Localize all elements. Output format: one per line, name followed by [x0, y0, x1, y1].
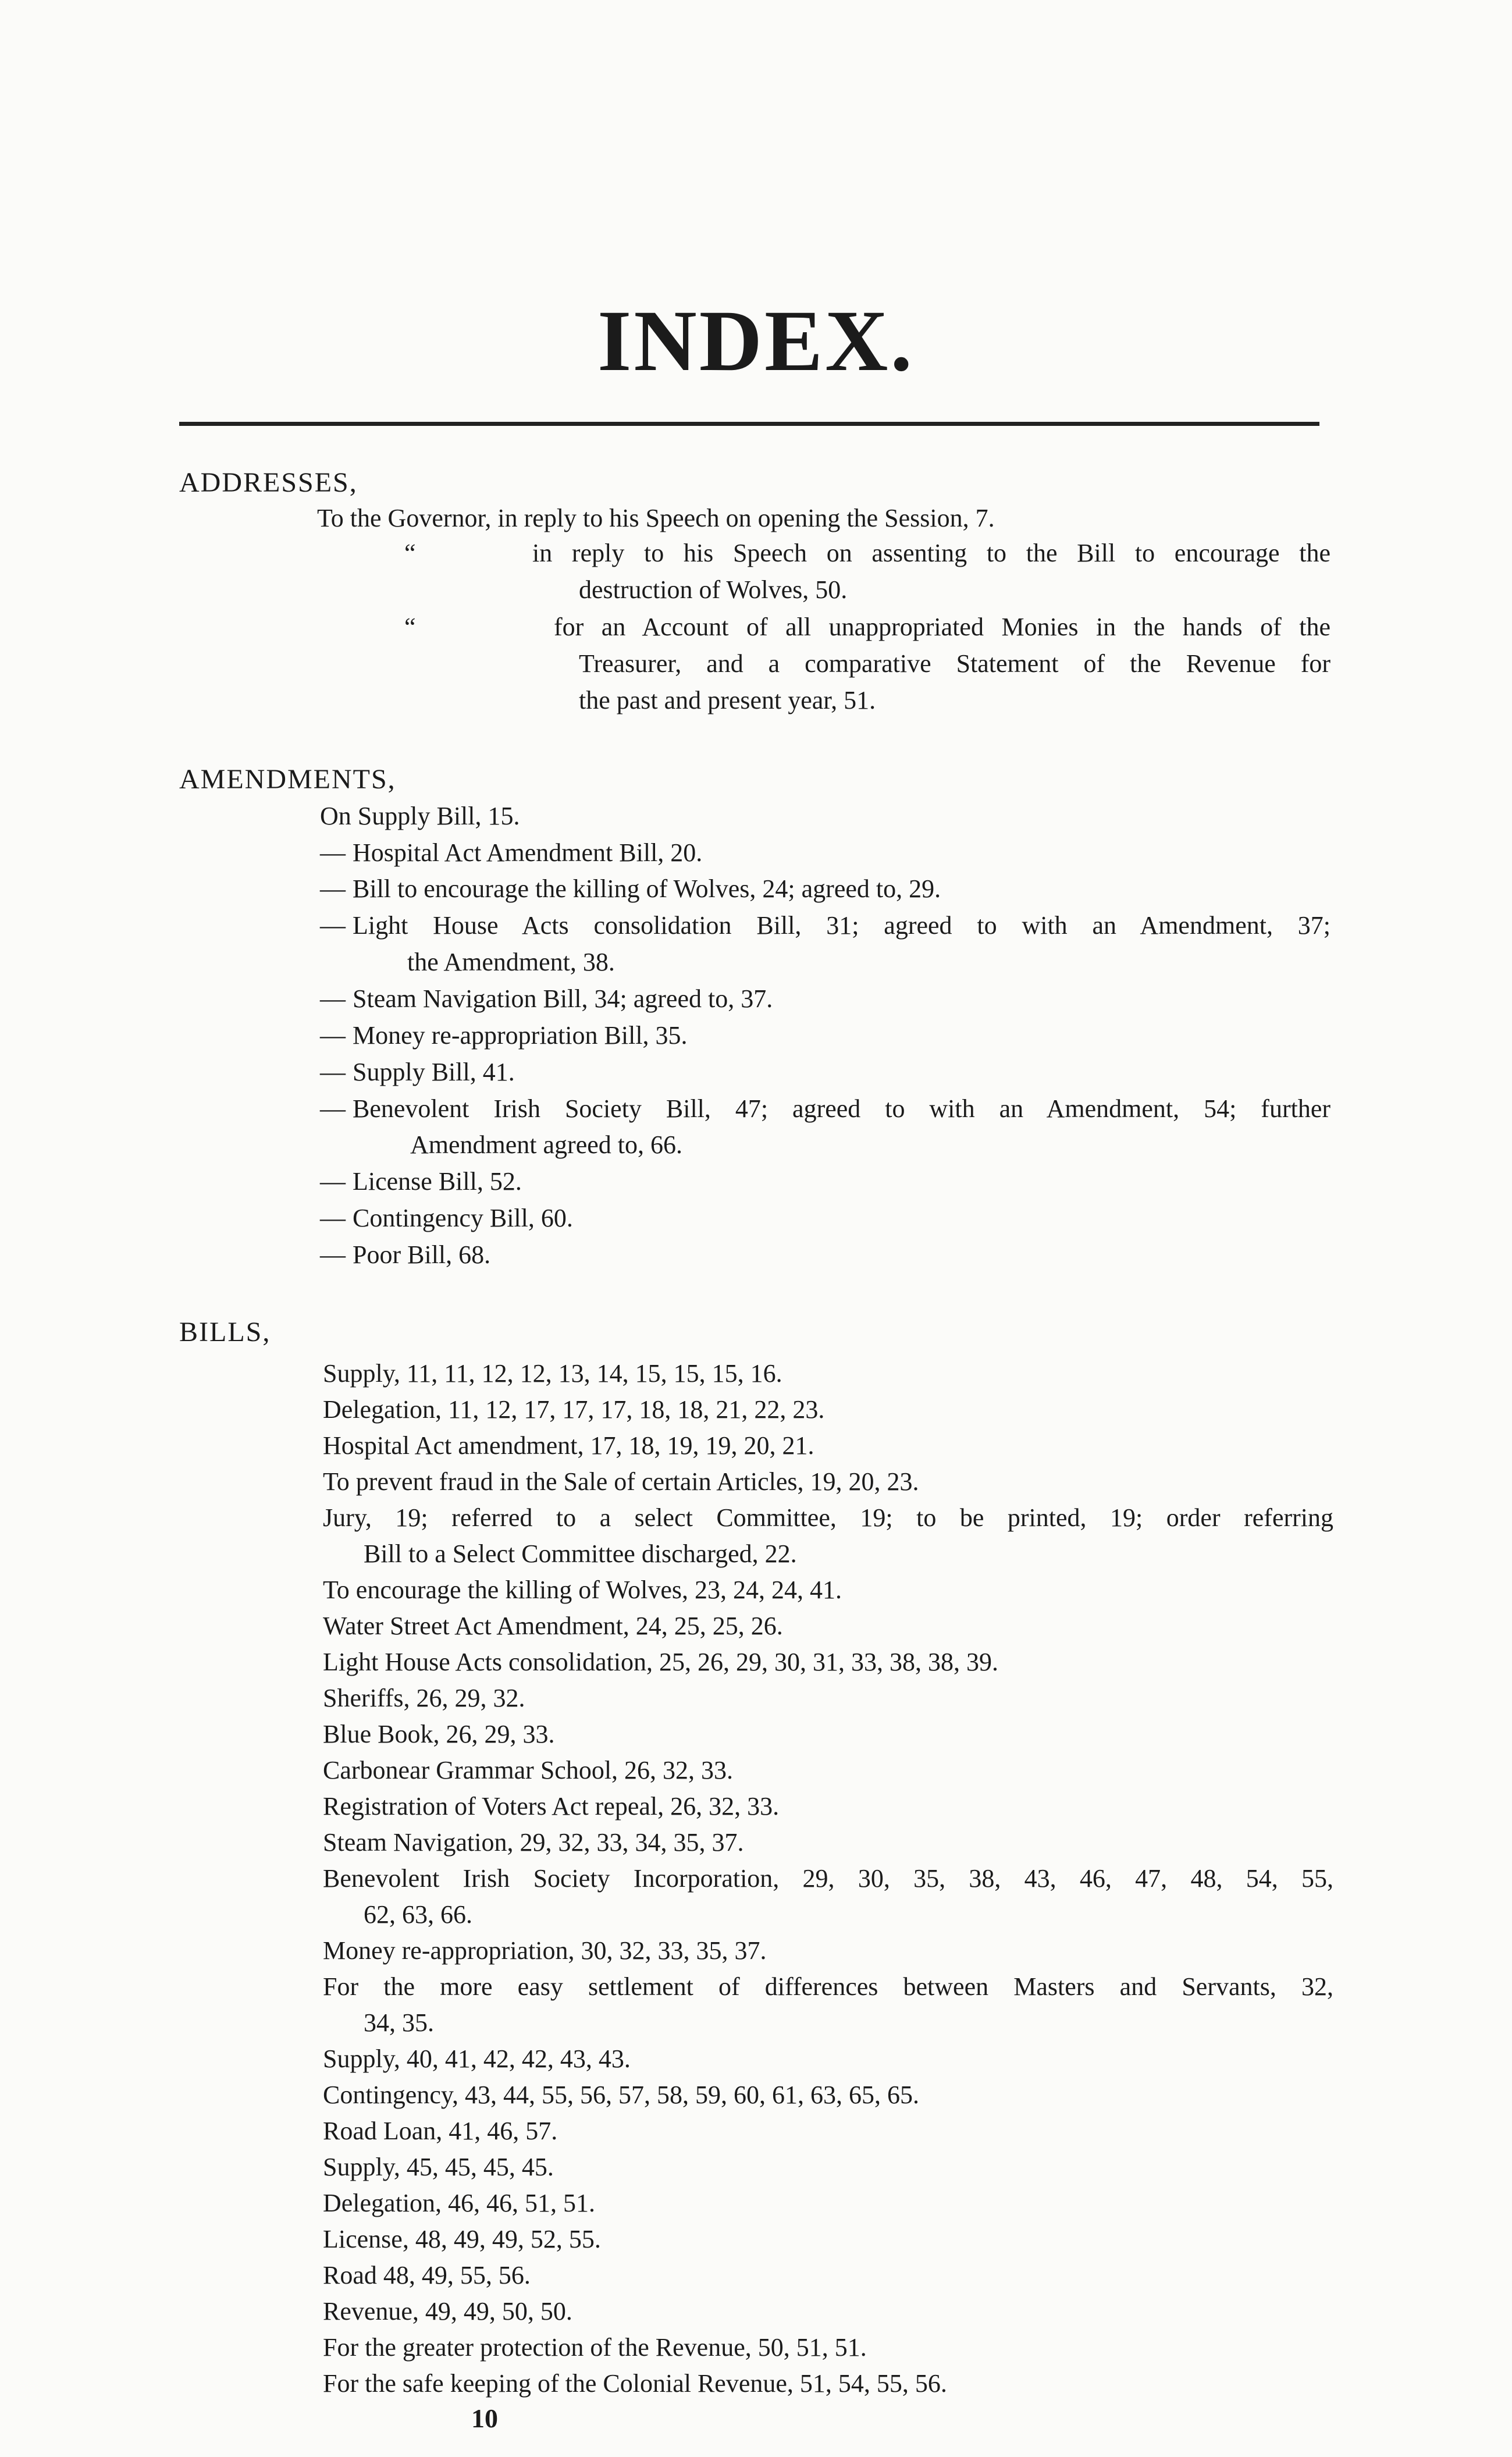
amendments-item: — Bill to encourage the killing of Wolves, 24; agreed to, 29.	[320, 874, 941, 903]
bills-item: Light House Acts consolidation, 25, 26, 29, 30, 31, 33, 38, 38, 39.	[323, 1648, 999, 1676]
addresses-heading: ADDRESSES,	[179, 467, 358, 498]
bills-item: Supply, 45, 45, 45, 45.	[323, 2153, 554, 2181]
bills-heading: BILLS,	[179, 1317, 271, 1347]
bills-item-continued: 62, 63, 66.	[364, 1900, 472, 1929]
amendments-item: On Supply Bill, 15.	[320, 802, 520, 830]
amendments-item: — Light House Acts consolidation Bill, 31; agreed to with an Amendment, 37;	[320, 911, 1330, 940]
amendments-item: — Supply Bill, 41.	[320, 1058, 515, 1086]
addresses-line-4: for an Account of all unappropriated Monies in the hands of the	[554, 613, 1330, 641]
amendments-item-continued: Amendment agreed to, 66.	[410, 1130, 682, 1159]
amendments-item: — Poor Bill, 68.	[320, 1240, 491, 1269]
title-rule	[179, 422, 1319, 426]
amendments-item-continued: the Amendment, 38.	[407, 948, 615, 976]
addresses-line-6: the past and present year, 51.	[579, 686, 876, 714]
amendments-item: — Benevolent Irish Society Bill, 47; agreed to with an Amendment, 54; further	[320, 1094, 1330, 1123]
bills-item: Road Loan, 41, 46, 57.	[323, 2117, 558, 2145]
amendments-item: — Hospital Act Amendment Bill, 20.	[320, 838, 703, 867]
page-title: INDEX.	[597, 293, 915, 389]
dash: —	[320, 911, 346, 940]
addresses-line-1: To the Governor, in reply to his Speech on opening the Session, 7.	[317, 504, 995, 532]
bills-item: License, 48, 49, 49, 52, 55.	[323, 2225, 601, 2253]
bills-item: Revenue, 49, 49, 50, 50.	[323, 2297, 572, 2326]
dash: —	[320, 1094, 346, 1123]
amendments-item: — Money re-appropriation Bill, 35.	[320, 1021, 688, 1050]
bills-item: To prevent fraud in the Sale of certain Articles, 19, 20, 23.	[323, 1467, 919, 1496]
bills-item: Registration of Voters Act repeal, 26, 32, 33.	[323, 1792, 780, 1820]
bills-item: Delegation, 11, 12, 17, 17, 17, 18, 18, 21, 22, 23.	[323, 1395, 825, 1424]
ditto-mark: “	[404, 539, 416, 567]
dash: —	[320, 874, 346, 903]
bills-item: Supply, 40, 41, 42, 42, 43, 43.	[323, 2044, 631, 2073]
addresses-line-5: Treasurer, and a comparative Statement of the Revenue for	[579, 649, 1330, 678]
ditto-mark: “	[404, 613, 416, 641]
amendments-item: — Steam Navigation Bill, 34; agreed to, 37.	[320, 984, 773, 1013]
bills-item: Contingency, 43, 44, 55, 56, 57, 58, 59, 60, 61, 63, 65, 65.	[323, 2081, 919, 2109]
dash: —	[320, 1240, 346, 1269]
addresses-line-2: in reply to his Speech on assenting to the Bill to encourage the	[532, 539, 1330, 567]
bills-item: Steam Navigation, 29, 32, 33, 34, 35, 37.	[323, 1828, 744, 1857]
bills-item: Supply, 11, 11, 12, 12, 13, 14, 15, 15, 15, 16.	[323, 1359, 782, 1388]
bills-item: Money re-appropriation, 30, 32, 33, 35, 37.	[323, 1936, 767, 1965]
bills-item: For the safe keeping of the Colonial Revenue, 51, 54, 55, 56.	[323, 2369, 947, 2398]
dash: —	[320, 1167, 346, 1196]
bills-item: Road 48, 49, 55, 56.	[323, 2261, 531, 2289]
dash: —	[320, 984, 346, 1013]
dash: —	[320, 838, 346, 867]
bills-item: Delegation, 46, 46, 51, 51.	[323, 2189, 596, 2217]
bills-item-continued: Bill to a Select Committee discharged, 22.	[364, 1539, 797, 1568]
dash: —	[320, 1058, 346, 1086]
amendments-item: — Contingency Bill, 60.	[320, 1204, 573, 1232]
bills-item: Blue Book, 26, 29, 33.	[323, 1720, 555, 1748]
bills-item: Jury, 19; referred to a select Committee, 19; to be printed, 19; order referring	[323, 1503, 1333, 1532]
bills-item: Benevolent Irish Society Incorporation, 29, 30, 35, 38, 43, 46, 47, 48, 54, 55,	[323, 1864, 1333, 1893]
amendments-heading: AMENDMENTS,	[179, 764, 396, 795]
bills-item: To encourage the killing of Wolves, 23, 24, 24, 41.	[323, 1576, 842, 1604]
page-number: 10	[471, 2403, 498, 2433]
addresses-line-3: destruction of Wolves, 50.	[579, 575, 848, 604]
bills-item: For the greater protection of the Revenue, 50, 51, 51.	[323, 2333, 867, 2362]
amendments-item: — License Bill, 52.	[320, 1167, 522, 1196]
bills-item: Water Street Act Amendment, 24, 25, 25, 26.	[323, 1612, 783, 1640]
bills-item: Carbonear Grammar School, 26, 32, 33.	[323, 1756, 734, 1784]
bills-item-continued: 34, 35.	[364, 2008, 434, 2037]
bills-item: For the more easy settlement of differences between Masters and Servants, 32,	[323, 1972, 1333, 2001]
bills-item: Hospital Act amendment, 17, 18, 19, 19, 20, 21.	[323, 1431, 814, 1460]
dash: —	[320, 1021, 346, 1050]
bills-item: Sheriffs, 26, 29, 32.	[323, 1684, 525, 1712]
dash: —	[320, 1204, 346, 1232]
